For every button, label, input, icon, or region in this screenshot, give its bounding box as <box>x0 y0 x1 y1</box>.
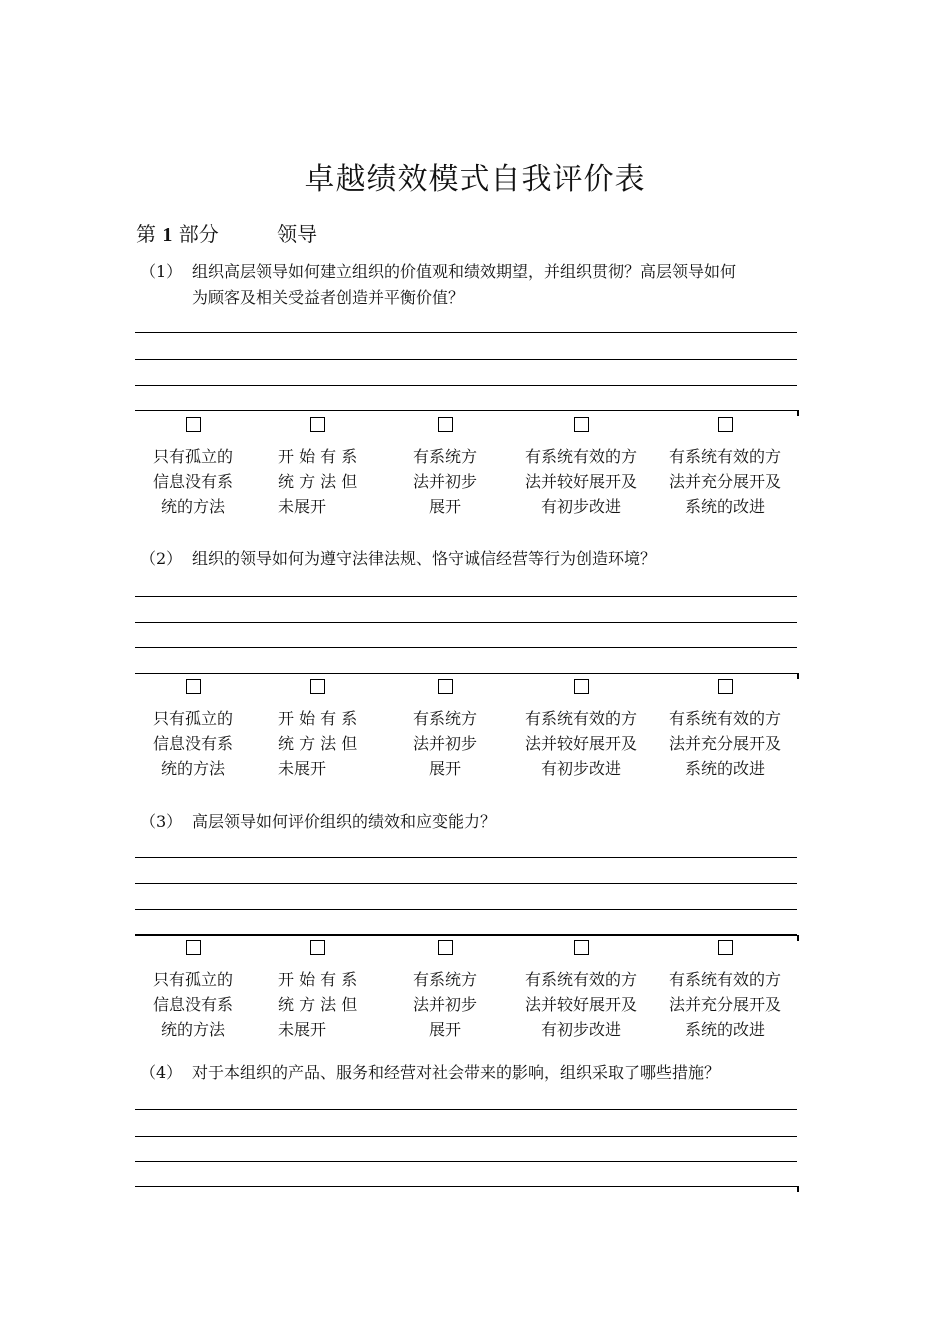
rating-option-label: 有系统方 法并初步 展开 <box>412 970 477 1039</box>
rating-option-label: 有系统有效的方 法并较好展开及 有初步改进 <box>524 709 637 778</box>
answer-line[interactable] <box>135 385 797 386</box>
checkbox[interactable] <box>718 417 733 432</box>
question-text <box>192 809 830 835</box>
rating-option-1[interactable] <box>142 417 244 519</box>
checkbox[interactable] <box>718 679 733 694</box>
answer-line[interactable] <box>135 934 797 936</box>
answer-line[interactable] <box>135 1109 797 1110</box>
answer-line[interactable] <box>135 410 797 411</box>
checkbox[interactable] <box>186 940 201 955</box>
answer-line[interactable] <box>135 359 797 360</box>
answer-line[interactable] <box>135 1161 797 1162</box>
rating-option-4[interactable] <box>514 679 648 781</box>
answer-line[interactable] <box>135 857 797 858</box>
answer-line[interactable] <box>135 332 797 333</box>
part-name: 领导 <box>277 222 318 246</box>
rating-option-1[interactable] <box>142 679 244 781</box>
checkbox[interactable] <box>718 940 733 955</box>
question-2 <box>140 546 830 572</box>
question-3 <box>140 809 830 835</box>
rating-option-label: 有系统有效的方 法并充分展开及 系统的改进 <box>668 447 781 516</box>
question-number: （4） <box>140 1063 183 1082</box>
checkbox[interactable] <box>310 679 325 694</box>
checkbox[interactable] <box>574 417 589 432</box>
rating-option-4[interactable] <box>514 940 648 1042</box>
rating-option-label: 开 始 有 系 统 方 法 但 未展开 <box>278 709 358 778</box>
answer-line[interactable] <box>135 909 797 910</box>
question-text-line: 对于本组织的产品、服务和经营对社会带来的影响，组织采取了哪些措施？ <box>192 1063 721 1082</box>
checkbox[interactable] <box>310 940 325 955</box>
part-heading <box>136 218 317 247</box>
checkbox[interactable] <box>438 417 453 432</box>
question-text <box>192 259 830 311</box>
rating-option-label: 只有孤立的 信息没有系 统的方法 <box>152 447 233 516</box>
checkbox[interactable] <box>310 417 325 432</box>
rating-option-label: 有系统有效的方 法并较好展开及 有初步改进 <box>524 970 637 1039</box>
rating-option-3[interactable] <box>395 940 495 1042</box>
checkbox[interactable] <box>438 679 453 694</box>
question-4 <box>140 1060 830 1086</box>
question-number: （3） <box>140 812 183 831</box>
rating-option-2[interactable] <box>266 417 368 519</box>
checkbox[interactable] <box>574 679 589 694</box>
question-text-line: 组织的领导如何为遵守法律法规、恪守诚信经营等行为创造环境？ <box>192 549 657 568</box>
question-text-line: 组织高层领导如何建立组织的价值观和绩效期望，并组织贯彻？高层领导如何 <box>192 262 737 281</box>
answer-line[interactable] <box>135 647 797 648</box>
rating-option-label: 开 始 有 系 统 方 法 但 未展开 <box>278 970 358 1039</box>
rating-option-5[interactable] <box>658 417 792 519</box>
rating-option-3[interactable] <box>395 679 495 781</box>
checkbox[interactable] <box>574 940 589 955</box>
answer-line[interactable] <box>135 883 797 884</box>
rating-option-label: 开 始 有 系 统 方 法 但 未展开 <box>278 447 358 516</box>
part-label: 第 <box>136 222 156 246</box>
question-text <box>192 1060 830 1086</box>
rating-option-3[interactable] <box>395 417 495 519</box>
question-1 <box>140 259 830 311</box>
part-number: 1 <box>162 224 173 246</box>
question-text-line: 为顾客及相关受益者创造并平衡价值？ <box>192 288 465 307</box>
form-title: 卓越绩效模式自我评价表 <box>304 162 646 197</box>
checkbox[interactable] <box>186 679 201 694</box>
answer-line[interactable] <box>135 1136 797 1137</box>
rating-option-2[interactable] <box>266 940 368 1042</box>
rating-option-label: 有系统方 法并初步 展开 <box>412 709 477 778</box>
rating-option-label: 只有孤立的 信息没有系 统的方法 <box>152 970 233 1039</box>
rating-option-5[interactable] <box>658 940 792 1042</box>
question-text-line: 高层领导如何评价组织的绩效和应变能力？ <box>192 812 497 831</box>
rating-option-2[interactable] <box>266 679 368 781</box>
answer-line[interactable] <box>135 673 797 674</box>
answer-line[interactable] <box>135 596 797 597</box>
question-number: （2） <box>140 549 183 568</box>
answer-line[interactable] <box>135 622 797 623</box>
rating-option-label: 有系统方 法并初步 展开 <box>412 447 477 516</box>
rating-option-4[interactable] <box>514 417 648 519</box>
answer-line[interactable] <box>135 1186 797 1187</box>
rating-option-label: 有系统有效的方 法并充分展开及 系统的改进 <box>668 970 781 1039</box>
rating-option-label: 有系统有效的方 法并充分展开及 系统的改进 <box>668 709 781 778</box>
checkbox[interactable] <box>438 940 453 955</box>
rating-option-label: 有系统有效的方 法并较好展开及 有初步改进 <box>524 447 637 516</box>
rating-option-label: 只有孤立的 信息没有系 统的方法 <box>152 709 233 778</box>
checkbox[interactable] <box>186 417 201 432</box>
rating-option-5[interactable] <box>658 679 792 781</box>
rating-option-1[interactable] <box>142 940 244 1042</box>
part-unit: 部分 <box>178 222 219 246</box>
question-number: （1） <box>140 262 183 281</box>
question-text <box>192 546 830 572</box>
